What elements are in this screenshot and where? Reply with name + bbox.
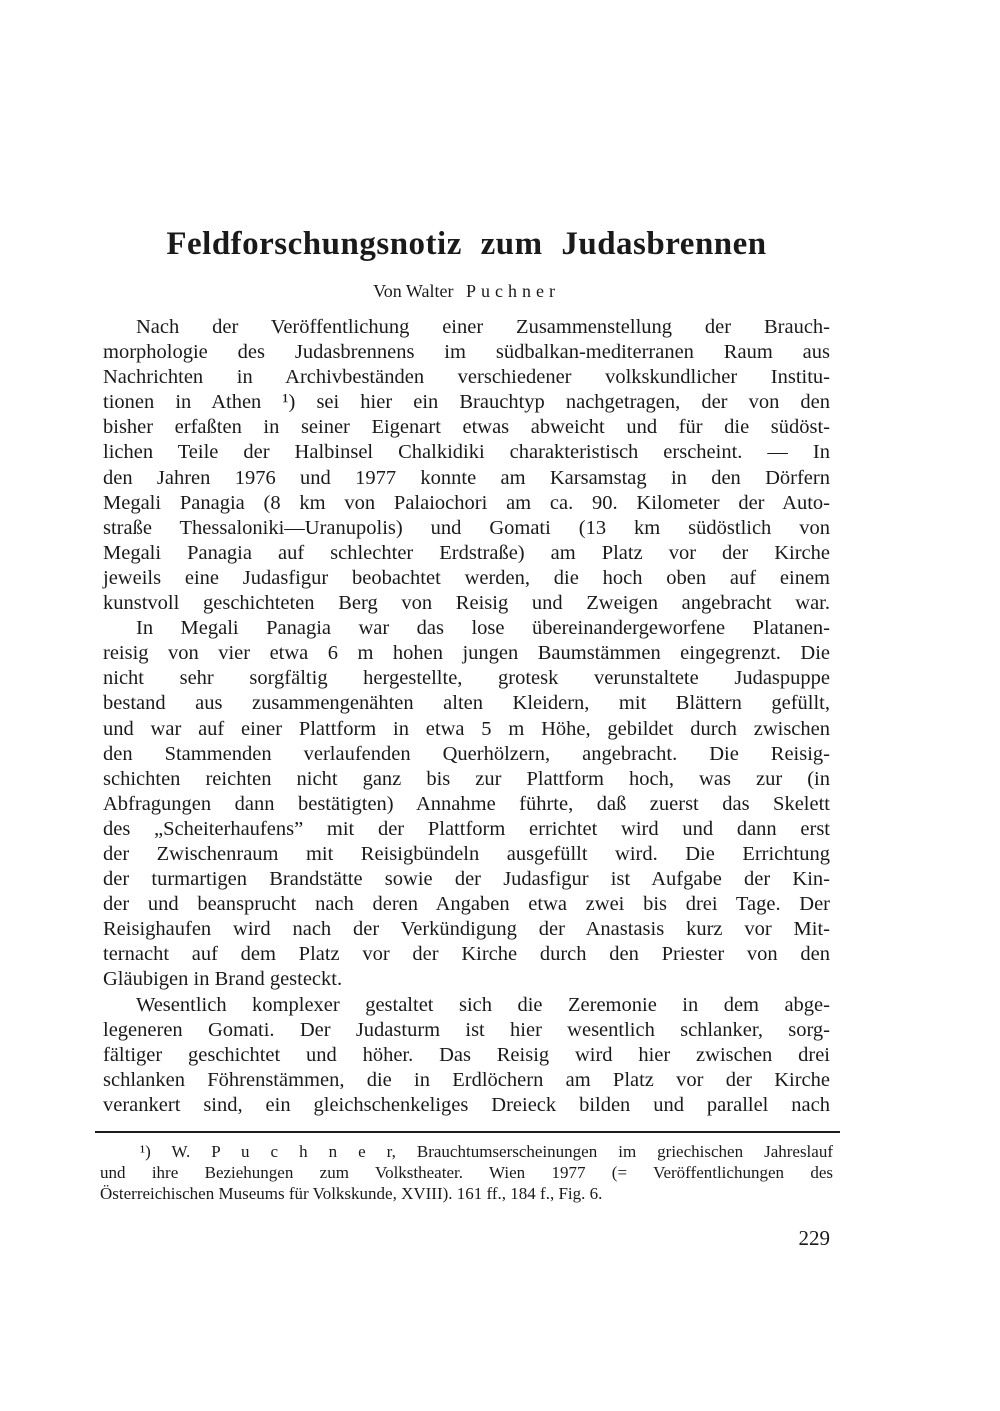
paragraph-3 [103,993,830,1118]
body-text [103,315,830,1118]
text-line: In Megali Panagia war das lose übereinandergeworfene Platanen- [136,617,830,640]
page-number: 229 [798,1226,830,1250]
text-line: ternacht auf dem Platz vor der Kirche durch den Priester von den [103,943,830,966]
byline [103,281,830,302]
text-line: Megali Panagia (8 km von Palaiochori am ca. 90. Kilometer der Auto- [103,491,830,514]
text-line: der und beansprucht nach deren Angaben etwa zwei bis drei Tage. Der [103,893,830,916]
text-line: der turmartigen Brandstätte sowie der Judasfigur ist Aufgabe der Kin- [103,868,830,891]
text-line: legeneren Gomati. Der Judasturm ist hier wesentlich schlanker, sorg- [103,1018,830,1041]
text-line: Nachrichten in Archivbeständen verschiedener volkskundlicher Institu- [103,366,830,389]
text-line: Gläubigen in Brand gesteckt. [103,968,343,991]
footnote-divider [95,1131,840,1133]
byline-author-name: Puchner [465,281,560,301]
text-line: lichen Teile der Halbinsel Chalkidiki charakteristisch erscheint. — In [103,441,830,464]
text-line: bisher erfaßten in seiner Eigenart etwas abweicht und für die südöst- [103,416,830,439]
text-line: jeweils eine Judasfigur beobachtet werden, die hoch oben auf einem [103,566,830,589]
text-line: tionen in Athen ¹) sei hier ein Brauchtyp nachgetragen, der von den [103,391,830,414]
text-line: Nach der Veröffentlichung einer Zusammenstellung der Brauch- [136,316,830,338]
footnote-line: ¹) W. P u c h n e r, Brauchtumserscheinungen im griechischen Jahreslauf [140,1142,833,1161]
page-title: Feldforschungsnotiz zum Judasbrennen [166,226,767,262]
text-line: des „Scheiterhaufens” mit der Plattform errichtet wird und dann erst [103,817,830,840]
paragraph-1 [103,315,830,616]
text-line: den Stammenden verlaufenden Querhölzern, angebracht. Die Reisig- [103,742,830,765]
byline-prefix: Von Walter [373,281,454,301]
text-line: schichten reichten nicht ganz bis zur Plattform hoch, was zur (in [103,767,830,790]
text-line: den Jahren 1976 und 1977 konnte am Karsamstag in den Dörfern [103,466,830,489]
footnote-line: und ihre Beziehungen zum Volkstheater. Wien 1977 (= Veröffentlichungen des [100,1162,833,1182]
text-line: morphologie des Judasbrennens im südbalkan-mediterranen Raum aus [103,341,830,364]
text-line: und war auf einer Plattform in etwa 5 m Höhe, gebildet durch zwischen [103,717,830,740]
text-line: verankert sind, ein gleichschenkeliges Dreieck bilden und parallel nach [103,1093,830,1116]
text-line: Abfragungen dann bestätigten) Annahme führte, daß zuerst das Skelett [103,792,830,815]
text-line: schlanken Föhrenstämmen, die in Erdlöchern am Platz vor der Kirche [103,1068,830,1091]
text-line: der Zwischenraum mit Reisigbündeln ausgefüllt wird. Die Errichtung [103,842,830,865]
text-line: bestand aus zusammengenähten alten Kleidern, mit Blättern gefüllt, [103,692,830,715]
text-line: reisig von vier etwa 6 m hohen jungen Baumstämmen eingegrenzt. Die [103,642,830,665]
footnote-line: Österreichischen Museums für Volkskunde, XVIII). 161 ff., 184 f., Fig. 6. [100,1183,603,1203]
text-line: kunstvoll geschichteten Berg von Reisig und Zweigen angebracht war. [103,592,830,615]
text-line: fältiger geschichtet und höher. Das Reisig wird hier zwischen drei [103,1043,830,1066]
paragraph-2 [103,616,830,992]
footnote [100,1142,833,1204]
text-line: straße Thessaloniki—Uranupolis) und Gomati (13 km südöstlich von [103,516,830,539]
text-line: Reisighaufen wird nach der Verkündigung der Anastasis kurz vor Mit- [103,918,830,941]
text-line: nicht sehr sorgfältig hergestellte, grotesk verunstaltete Judaspuppe [103,667,830,690]
text-line: Wesentlich komplexer gestaltet sich die Zeremonie in dem abge- [136,993,830,1016]
text-line: Megali Panagia auf schlechter Erdstraße) am Platz vor der Kirche [103,541,830,564]
